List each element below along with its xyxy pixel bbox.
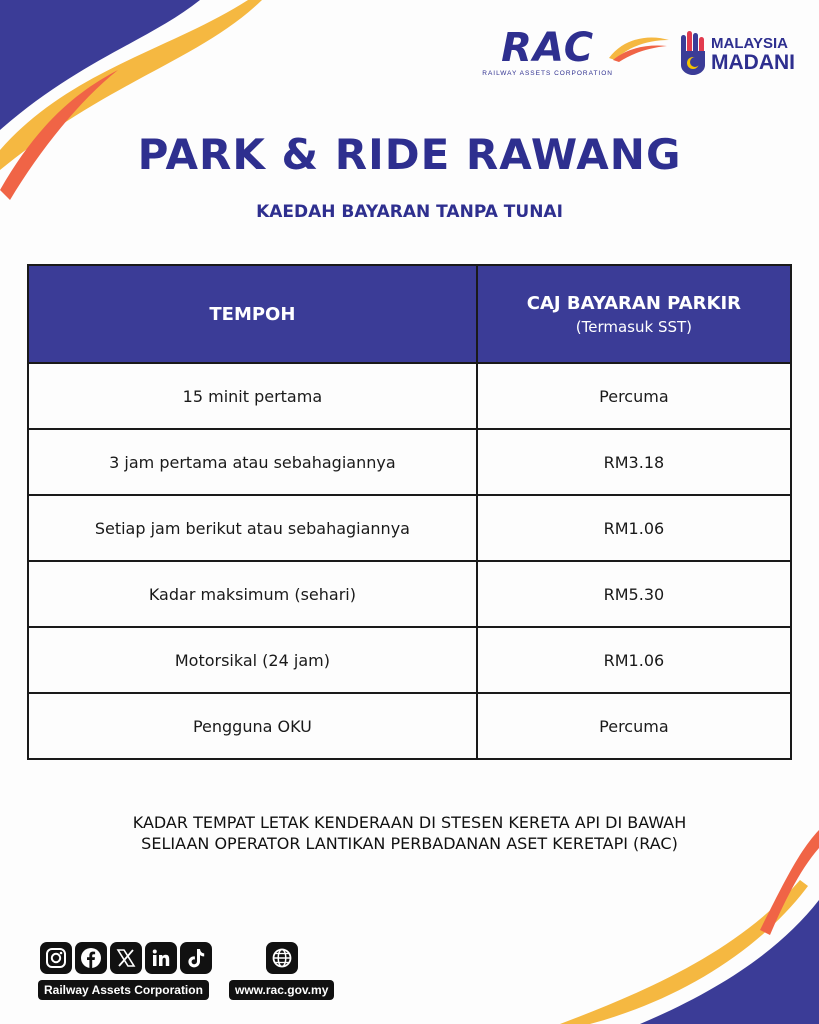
period-cell: 3 jam pertama atau sebahagiannya <box>28 429 477 495</box>
table-row <box>28 693 791 759</box>
social-links <box>38 942 212 1000</box>
charge-cell: RM1.06 <box>477 495 791 561</box>
x-icon[interactable] <box>110 942 142 974</box>
linkedin-icon[interactable] <box>145 942 177 974</box>
charge-cell: RM5.30 <box>477 561 791 627</box>
page-subtitle: KAEDAH BAYARAN TANPA TUNAI <box>256 202 563 222</box>
parking-fee-table <box>27 264 792 760</box>
malaysia-madani-logo <box>679 31 795 75</box>
page-title: PARK & RIDE RAWANG <box>137 130 682 179</box>
charge-cell: RM3.18 <box>477 429 791 495</box>
charge-cell: RM1.06 <box>477 627 791 693</box>
website-url-label: www.rac.gov.my <box>229 980 334 1000</box>
madani-line1: MALAYSIA <box>711 34 788 52</box>
rac-logo <box>482 25 613 77</box>
table-row <box>28 561 791 627</box>
rac-swoosh-icon <box>609 32 669 62</box>
header-period-label: TEMPOH <box>209 303 296 325</box>
footnote-line2: SELIAAN OPERATOR LANTIKAN PERBADANAN ASET KERETAPI (RAC) <box>141 834 678 853</box>
header-charge <box>477 265 791 363</box>
charge-cell: Percuma <box>477 363 791 429</box>
header-logos <box>482 25 795 77</box>
table-row <box>28 627 791 693</box>
period-cell: Pengguna OKU <box>28 693 477 759</box>
rac-logo-tagline: RAILWAY ASSETS CORPORATION <box>482 70 613 77</box>
rac-logo-mark: RAC <box>501 25 595 71</box>
tiktok-icon[interactable] <box>180 942 212 974</box>
facebook-icon[interactable] <box>75 942 107 974</box>
table-row <box>28 429 791 495</box>
madani-line2: MADANI <box>711 50 795 74</box>
period-cell: Kadar maksimum (sehari) <box>28 561 477 627</box>
table-row <box>28 363 791 429</box>
period-cell: 15 minit pertama <box>28 363 477 429</box>
header-charge-sublabel: (Termasuk SST) <box>575 317 693 336</box>
globe-icon <box>266 942 298 974</box>
header-period <box>28 265 477 363</box>
table-header-row <box>28 265 791 363</box>
social-handle-label: Railway Assets Corporation <box>38 980 209 1000</box>
charge-cell: Percuma <box>477 693 791 759</box>
header-charge-label: CAJ BAYARAN PARKIR <box>526 292 742 314</box>
website-link[interactable] <box>229 942 334 1000</box>
madani-hand-icon <box>679 31 707 75</box>
instagram-icon[interactable] <box>40 942 72 974</box>
period-cell: Setiap jam berikut atau sebahagiannya <box>28 495 477 561</box>
footnote <box>0 812 819 854</box>
table-row <box>28 495 791 561</box>
period-cell: Motorsikal (24 jam) <box>28 627 477 693</box>
footnote-line1: KADAR TEMPAT LETAK KENDERAAN DI STESEN KERETA API DI BAWAH <box>132 813 687 832</box>
